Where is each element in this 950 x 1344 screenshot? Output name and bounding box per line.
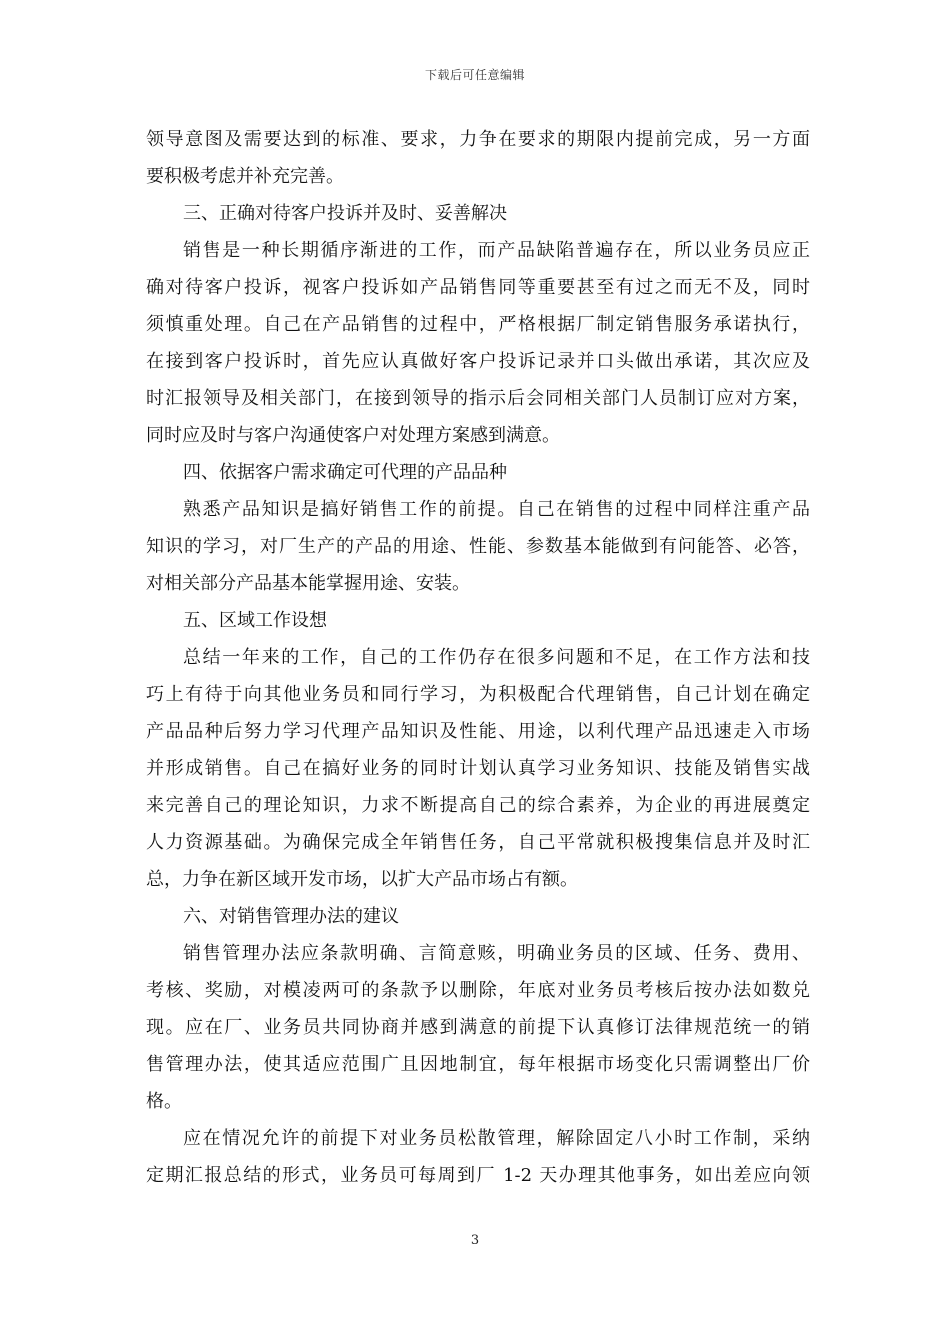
body-line: 现。应在厂、业务员共同协商并感到满意的前提下认真修订法律规范统一的销 bbox=[146, 1017, 810, 1038]
section-heading: 六、对销售管理办法的建议 bbox=[183, 906, 399, 927]
body-line: 并形成销售。自己在搞好业务的同时计划认真学习业务知识、技能及销售实战 bbox=[146, 758, 810, 779]
body-line: 巧上有待于向其他业务员和同行学习，为积极配合代理销售，自己计划在确定 bbox=[146, 684, 810, 705]
body-line: 对相关部分产品基本能掌握用途、安装。 bbox=[146, 573, 470, 594]
page-number: 3 bbox=[470, 1233, 480, 1248]
body-line: 时汇报领导及相关部门，在接到领导的指示后会同相关部门人员制订应对方案， bbox=[146, 388, 810, 409]
body-line: 产品品种后努力学习代理产品知识及性能、用途，以利代理产品迅速走入市场 bbox=[146, 721, 810, 742]
body-line: 在接到客户投诉时，首先应认真做好客户投诉记录并口头做出承诺，其次应及 bbox=[146, 351, 810, 372]
body-line: 须慎重处理。自己在产品销售的过程中，严格根据厂制定销售服务承诺执行， bbox=[146, 314, 810, 335]
body-line: 知识的学习，对厂生产的产品的用途、性能、参数基本能做到有问能答、必答， bbox=[146, 536, 810, 557]
section-heading: 五、区域工作设想 bbox=[183, 610, 327, 631]
body-line: 考核、奖励，对模凌两可的条款予以删除，年底对业务员考核后按办法如数兑 bbox=[146, 980, 810, 1001]
body-line: 同时应及时与客户沟通使客户对处理方案感到满意。 bbox=[146, 425, 560, 446]
body-line: 来完善自己的理论知识，力求不断提高自己的综合素养，为企业的再进展奠定 bbox=[146, 795, 810, 816]
body-line: 应在情况允许的前提下对业务员松散管理，解除固定八小时工作制，采纳 bbox=[183, 1128, 810, 1149]
page-header: 下载后可任意编辑 bbox=[424, 68, 525, 82]
body-line: 确对待客户投诉，视客户投诉如产品销售同等重要甚至有过之而无不及，同时 bbox=[146, 277, 810, 298]
body-line: 总，力争在新区域开发市场，以扩大产品市场占有额。 bbox=[146, 869, 578, 890]
body-line: 格。 bbox=[146, 1091, 182, 1112]
body-line: 要积极考虑并补充完善。 bbox=[146, 166, 344, 187]
section-heading: 三、正确对待客户投诉并及时、妥善解决 bbox=[183, 203, 507, 224]
body-line: 熟悉产品知识是搞好销售工作的前提。自己在销售的过程中同样注重产品 bbox=[183, 499, 810, 520]
body-line: 定期汇报总结的形式，业务员可每周到厂 1-2 天办理其他事务，如出差应向领 bbox=[146, 1165, 810, 1186]
body-line: 销售是一种长期循序渐进的工作，而产品缺陷普遍存在，所以业务员应正 bbox=[183, 240, 810, 261]
section-heading: 四、依据客户需求确定可代理的产品品种 bbox=[183, 462, 507, 483]
body-line: 销售管理办法应条款明确、言简意赅，明确业务员的区域、任务、费用、 bbox=[183, 943, 810, 964]
document-body bbox=[146, 121, 810, 1194]
body-line: 人力资源基础。为确保完成全年销售任务，自己平常就积极搜集信息并及时汇 bbox=[146, 832, 810, 853]
body-line: 领导意图及需要达到的标准、要求，力争在要求的期限内提前完成，另一方面 bbox=[146, 129, 810, 150]
body-line: 总结一年来的工作，自己的工作仍存在很多问题和不足，在工作方法和技 bbox=[183, 647, 810, 668]
body-line: 售管理办法，使其适应范围广且因地制宜，每年根据市场变化只需调整出厂价 bbox=[146, 1054, 810, 1075]
